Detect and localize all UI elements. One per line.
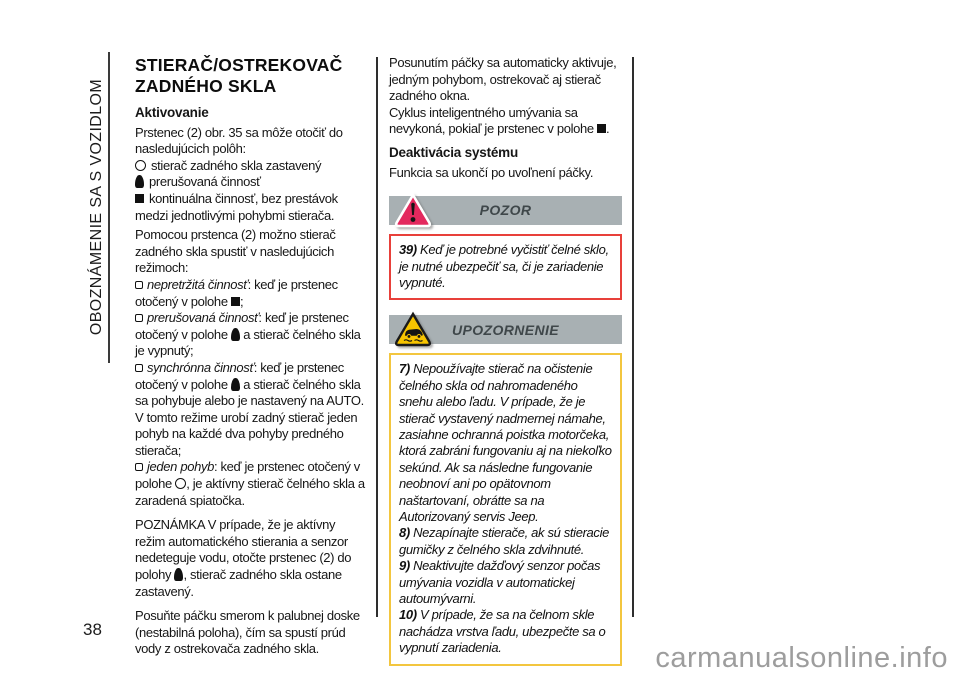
mode-item: prerušovaná činnosť: keď je prstenec otočený v polohe a stierač čelného skla je vypnutý; <box>135 310 361 359</box>
checkbox-bullet-icon <box>135 364 143 372</box>
wiper-continuous-icon <box>597 124 606 133</box>
section-title: STIERAČ/OSTREKOVAČ ZADNÉHO SKLA <box>135 55 343 96</box>
wiper-continuous-icon <box>231 297 240 306</box>
checkbox-bullet-icon <box>135 314 143 322</box>
mode-item: nepretržitá činnosť: keď je prstenec otočený v polohe ; <box>135 276 338 309</box>
left-column <box>135 55 365 666</box>
wiper-stopped-circle-icon <box>135 160 146 171</box>
deactivation-heading: Deaktivácia systému <box>389 144 519 160</box>
wiper-intermittent-icon <box>231 328 240 341</box>
pozor-header-bar <box>389 196 622 225</box>
wiper-intermittent-icon <box>231 378 240 391</box>
intro-paragraph: Prstenec (2) obr. 35 sa môže otočiť do nasledujúcich polôh: <box>135 124 343 157</box>
mode-item: synchrónna činnosť: keď je prstenec otočený v polohe a stierač čelného skla sa pohybuje alebo je nastavený na AUTO. V tomto režime urobí zadný stierač jeden pohyb na každé dva pohyby predného stierača; <box>135 359 364 458</box>
modes-intro-paragraph: Pomocou prstenca (2) možno stierač zadného skla spustiť v nasledujúcich režimoch: <box>135 227 336 276</box>
checkbox-bullet-icon <box>135 463 143 471</box>
checkbox-bullet-icon <box>135 281 143 289</box>
upozornenie-box: 7) Nepoužívajte stierač na očistenie čelného skla od nahromadeného snehu alebo ľadu. V prípade, že je stierač vystavený nadmernej námahe, zasiahne ochranná poistka motorčeka, ktorá zabráni fungovaniu aj na niekoľko sekúnd. Ak sa následne fungovanie neobnoví ani po opätovnom naštartovaní, obrátte sa na Autorizovaný servis Jeep. 8) Nezapínajte stierače, ak sú stieracie gumičky z čelného skla zdvihnuté. 9) Neaktivujte dažďový senzor počas umývania vozidla v automatickej autoumývarni. 10) V prípade, že sa na čelnom skle nachádza vrstva ľadu, ubezpečte sa o vypnutí zariadenia. <box>389 353 622 665</box>
pozor-box: 39) Keď je potrebné vyčistiť čelné sklo, je nutné ubezpečiť sa, či je zariadenie vypnuté. <box>389 234 622 300</box>
deactivation-text: Funkcia sa ukončí po uvoľnení páčky. <box>389 164 594 180</box>
washer-paragraph: Posuňte páčku smerom k palubnej doske (nestabilná poloha), čím sa spustí prúd vody z ostrekovača zadného skla. <box>135 608 360 657</box>
wiper-intermittent-icon <box>135 175 144 188</box>
chapter-sidebar-label: OBOZNÁMENIE SA S VOZIDLOM <box>88 78 105 336</box>
upozornenie-header-bar <box>389 315 622 344</box>
right-column <box>389 55 622 666</box>
warning-triangle-icon <box>393 192 433 228</box>
list-item: stierač zadného skla zastavený <box>135 158 365 175</box>
column-divider <box>376 57 378 617</box>
note-paragraph: POZNÁMKA V prípade, že je aktívny režim automatického stierania a senzor nedeteguje vodu, otočte prstenec (2) do polohy , stierač zadného skla ostane zastavený. <box>135 517 352 599</box>
right-divider <box>632 57 634 617</box>
page-number: 38 <box>83 620 102 639</box>
paragraph: Posunutím páčky sa automaticky aktivuje, jedným pohybom, ostrekovač aj stierač zadného okna. <box>389 55 617 104</box>
list-item: kontinuálna činnosť, bez prestávok medzi jednotlivými pohybmi stierača. <box>135 190 338 223</box>
caution-car-triangle-icon <box>393 311 433 347</box>
site-watermark: carmanualsonline.info <box>655 642 948 674</box>
activation-heading: Aktivovanie <box>135 105 209 120</box>
list-item: prerušovaná činnosť <box>135 174 365 191</box>
paragraph: Cyklus inteligentného umývania sa nevykoná, pokiaľ je prstenec v polohe . <box>389 104 610 137</box>
wiper-stopped-circle-icon <box>175 478 186 489</box>
sidebar-rule <box>108 52 110 363</box>
upozornenie-title: UPOZORNENIE <box>451 321 560 338</box>
wiper-continuous-icon <box>135 194 144 203</box>
pozor-title: POZOR <box>479 202 532 219</box>
mode-item: jeden pohyb: keď je prstenec otočený v polohe , je aktívny stierač čelného skla a zaradená spiatočka. <box>135 459 365 508</box>
